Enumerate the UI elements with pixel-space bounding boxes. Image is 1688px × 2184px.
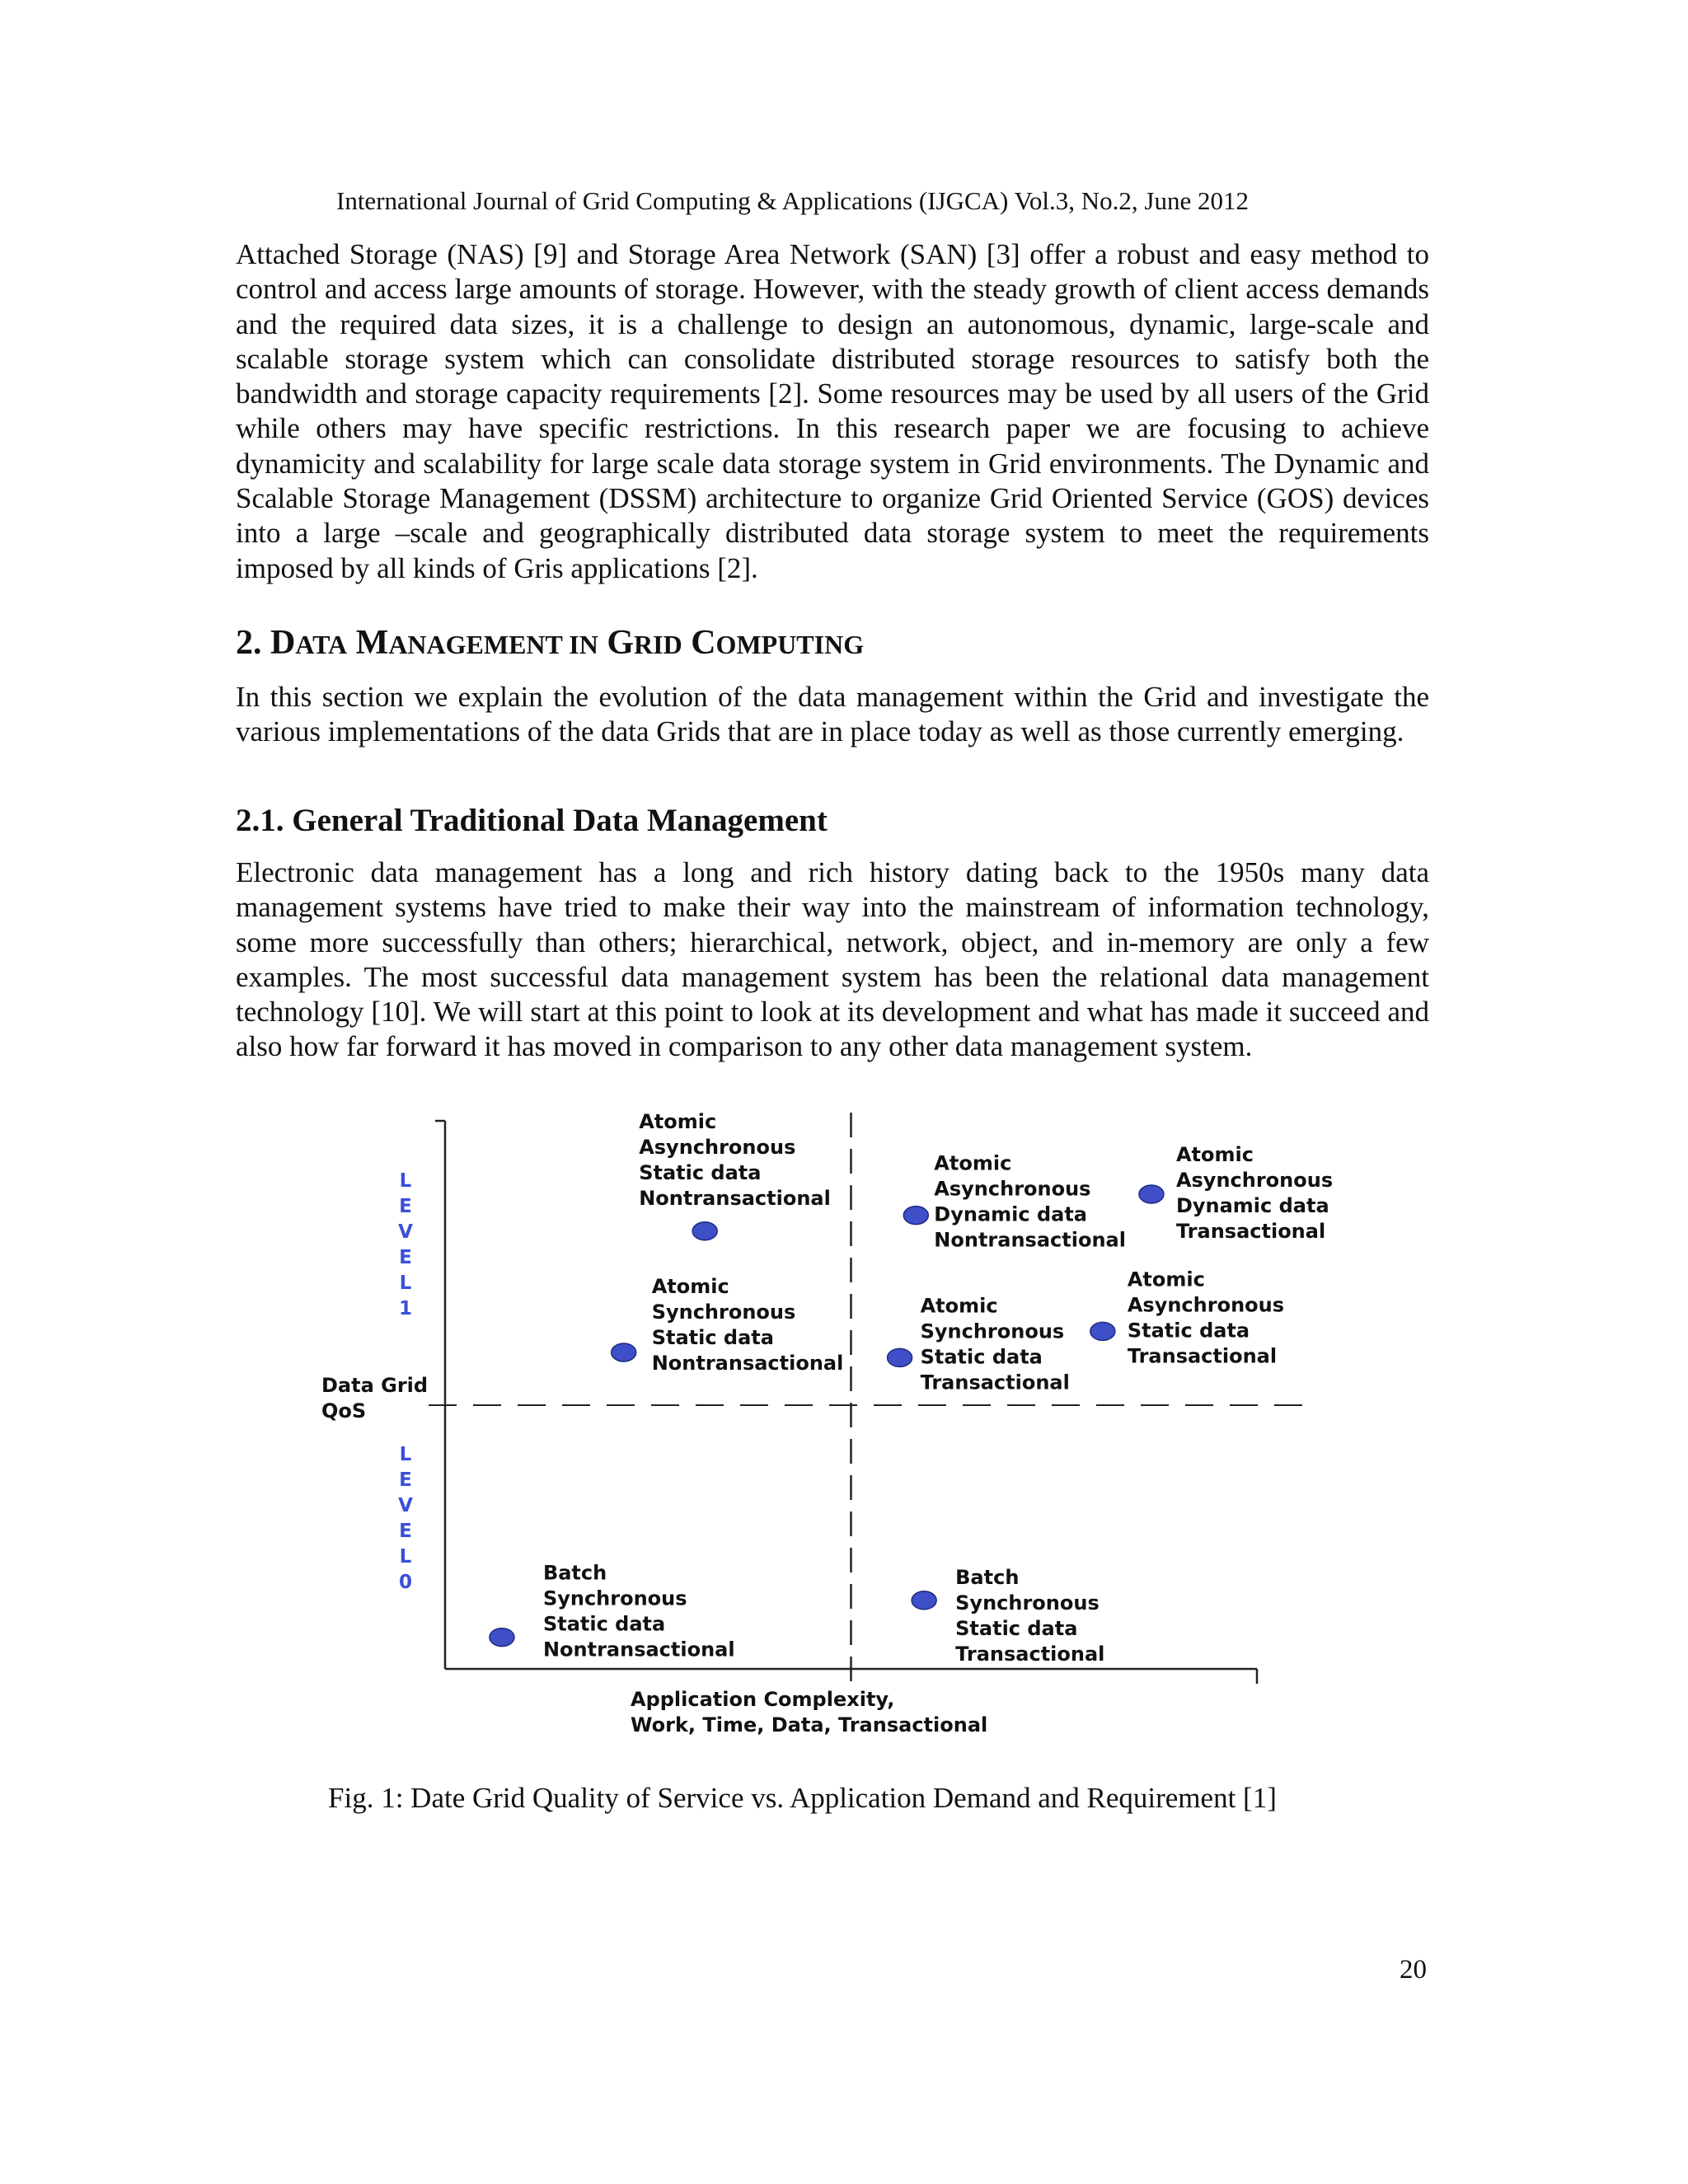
point-label-line: Transactional <box>920 1371 1070 1394</box>
data-point <box>903 1207 928 1225</box>
point-label-line: Nontransactional <box>542 1638 735 1661</box>
point-label-line: Batch <box>542 1561 607 1585</box>
point-label-line: Atomic <box>1127 1268 1205 1291</box>
section-title-word: DATA <box>270 624 348 662</box>
level-label-letter: 1 <box>398 1298 413 1319</box>
level-label-letter: E <box>399 1247 412 1268</box>
qos-label-line: Data Grid <box>321 1374 429 1397</box>
level-label-letter: V <box>398 1495 413 1516</box>
point-label-line: Synchronous <box>955 1591 1100 1615</box>
point-label-line: Transactional <box>955 1642 1105 1666</box>
point-label-line: Atomic <box>920 1294 998 1318</box>
section-title-word: GRID <box>607 624 682 662</box>
point-label-line: Static data <box>542 1612 666 1636</box>
level-label-letter: V <box>398 1221 413 1243</box>
point-label-line: Atomic <box>1175 1143 1254 1166</box>
point-label-line: Nontransactional <box>639 1186 831 1210</box>
data-point <box>612 1343 636 1361</box>
data-point <box>912 1591 936 1610</box>
point-label-line: Static data <box>1127 1319 1250 1343</box>
point-label-line: Dynamic data <box>1175 1194 1329 1217</box>
level-label-letter: E <box>399 1469 412 1491</box>
point-label-line: Static data <box>920 1345 1043 1369</box>
level-label-letter: E <box>399 1521 412 1542</box>
point-label-line: Transactional <box>1175 1220 1326 1243</box>
point-label-line: Static data <box>639 1160 762 1184</box>
section-title-word: COMPUTING <box>691 624 865 662</box>
x-axis-label-line: Application Complexity, <box>631 1688 895 1711</box>
point-label-line: Asynchronous <box>934 1177 1091 1201</box>
point-label-line: Nontransactional <box>934 1228 1126 1252</box>
point-label-line: Asynchronous <box>639 1135 796 1159</box>
level-label-letter: L <box>399 1546 412 1568</box>
data-point <box>692 1222 717 1240</box>
data-point <box>490 1629 514 1647</box>
x-axis-label-line: Work, Time, Data, Transactional <box>631 1713 988 1736</box>
qos-label-line: QoS <box>321 1399 367 1422</box>
section-heading-2 <box>236 623 864 663</box>
subsection-heading-2-1: 2.1. General Traditional Data Management <box>236 803 828 838</box>
level-label-letter: E <box>399 1196 412 1217</box>
paragraph-section2-intro: In this section we explain the evolution of the data management within the Grid and investigate the various implementations of the data Grids that are in place today as well as those currently emerging. <box>236 681 1429 748</box>
data-point <box>1139 1185 1164 1203</box>
point-label-line: Transactional <box>1127 1344 1278 1368</box>
point-label-line: Nontransactional <box>651 1352 844 1375</box>
point-label-line: Batch <box>955 1565 1020 1589</box>
point-label-line: Synchronous <box>920 1319 1065 1343</box>
section-number: 2. <box>236 624 262 662</box>
point-label-line: Static data <box>955 1616 1078 1640</box>
data-point <box>1090 1322 1115 1340</box>
running-head: International Journal of Grid Computing & Applications (IJGCA) Vol.3, No.2, June 2012 <box>336 186 1250 215</box>
point-label-line: Dynamic data <box>934 1202 1088 1226</box>
point-label-line: Static data <box>651 1326 774 1349</box>
section-title-word: MANAGEMENT IN <box>355 624 598 662</box>
point-label-line: Atomic <box>934 1151 1012 1175</box>
level-label-letter: 0 <box>398 1572 413 1593</box>
level-label-letter: L <box>399 1272 412 1294</box>
page-number: 20 <box>1400 1955 1427 1985</box>
point-label-line: Atomic <box>639 1109 717 1133</box>
paragraph-intro-continued: Attached Storage (NAS) [9] and Storage Area Network (SAN) [3] offer a robust and easy method to control and access large amounts of storage. However, with the steady growth of client access demands and the required data sizes, it is a challenge to design an autonomous, dynamic, large-scale and scalable storage system which can consolidate distributed storage resources to satisfy both the bandwidth and storage capacity requirements [2]. Some resources may be used by all users of the Grid while others may have specific restrictions. In this research paper we are focusing to achieve dynamicity and scalability for large scale data storage system in Grid environments. The Dynamic and Scalable Storage Management (DSSM) architecture to organize Grid Oriented Service (GOS) devices into a large –scale and geographically distributed data storage system to meet the requirements imposed by all kinds of Gris applications [2]. <box>236 238 1429 584</box>
data-point <box>888 1348 912 1366</box>
level-label-letter: L <box>399 1444 412 1465</box>
figure-caption: Fig. 1: Date Grid Quality of Service vs. Application Demand and Requirement [1] <box>328 1782 1277 1814</box>
point-label-line: Synchronous <box>651 1301 796 1324</box>
qos-figure <box>305 1104 1335 1747</box>
level-label-letter: L <box>399 1170 412 1192</box>
point-label-line: Atomic <box>651 1275 729 1298</box>
point-label-line: Synchronous <box>542 1586 687 1610</box>
point-label-line: Asynchronous <box>1175 1169 1334 1192</box>
paragraph-section21-body: Electronic data management has a long and rich history dating back to the 1950s many data management systems have tried to make their way into the mainstream of information technology, some more successfully than others; hierarchical, network, object, and in-memory are only a few examples. The most successful data management system has been the relational data management technology [10]. We will start at this point to look at its development and what has made it succeed and also how far forward it has moved in comparison to any other data management system. <box>236 856 1429 1063</box>
point-label-line: Asynchronous <box>1127 1293 1285 1317</box>
